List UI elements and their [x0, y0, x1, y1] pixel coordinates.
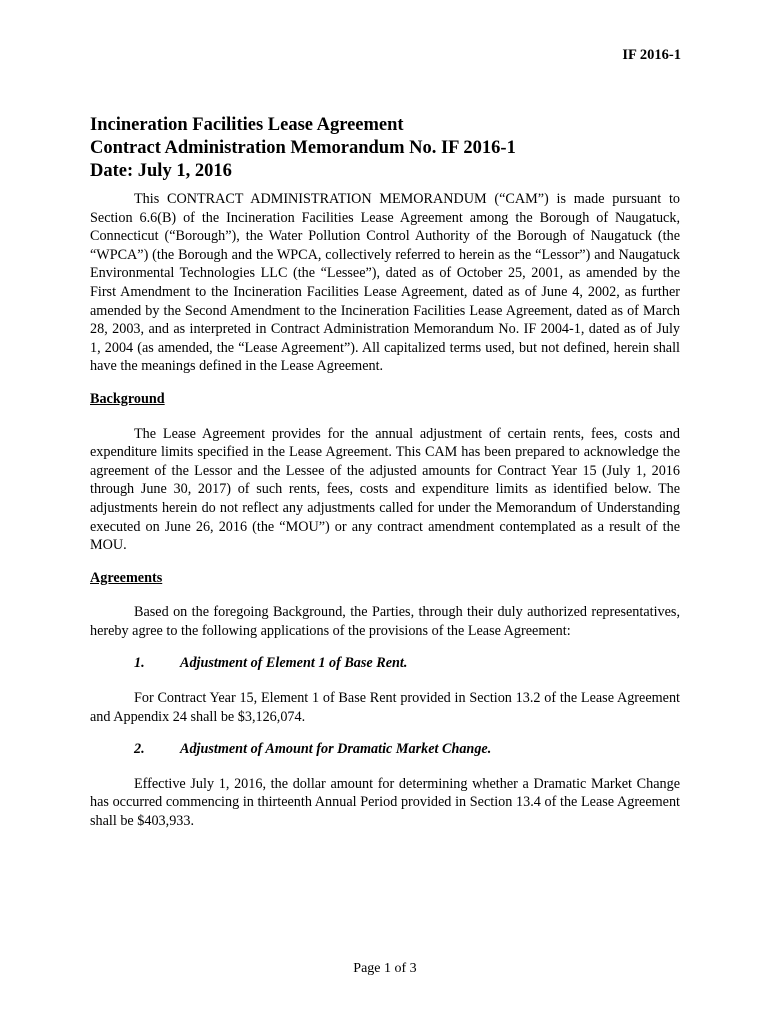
intro-paragraph: This CONTRACT ADMINISTRATION MEMORANDUM (“CAM”) is made pursuant to Section 6.6(B) of the Incineration Facilities Lease Agreement among the Borough of Naugatuck, Connecticut (“Borough”), the Water Pollution Control Authority of the Borough of Naugatuck (the “WPCA”) (the Borough and the WPCA, collectively referred to herein as the “Lessor”) and Naugatuck Environmental Technologies LLC (the “Lessee”), dated as of October 25, 2001, as amended by the First Amendment to the Incineration Facilities Lease Agreement, dated as of June 4, 2002, as further amended by the Second Amendment to the Incineration Facilities Lease Agreement, dated as of March 28, 2003, and as interpreted in Contract Administration Memorandum No. IF 2004-1, dated as of July 1, 2004 (as amended, the “Lease Agreement”). All capitalized terms used, but not defined, herein shall have the meanings defined in the Lease Agreement.	[90, 191, 680, 375]
agreement-item-2-number: 2.	[134, 741, 145, 758]
agreement-item-2-text: Effective July 1, 2016, the dollar amount for determining whether a Dramatic Market Change has occurred commencing in thirteenth Annual Period provided in Section 13.4 of the Lease Agreement shall be $403,933.	[90, 775, 680, 830]
background-heading: Background	[90, 390, 165, 407]
page-number: Page 1 of 3	[353, 961, 417, 976]
agreements-paragraph: Based on the foregoing Background, the Parties, through their duly authorized representatives, hereby agree to the following applications of the provisions of the Lease Agreement:	[90, 604, 680, 639]
title-line-agreement: Incineration Facilities Lease Agreement	[90, 115, 404, 135]
title-line-memorandum: Contract Administration Memorandum No. IF 2016-1	[90, 138, 516, 158]
agreement-item-1-number: 1.	[134, 655, 145, 672]
document-id: IF 2016-1	[622, 47, 681, 63]
agreements-heading: Agreements	[90, 569, 163, 586]
title-line-date: Date: July 1, 2016	[90, 161, 232, 181]
document-title	[90, 114, 690, 183]
agreement-item-2-title: Adjustment of Amount for Dramatic Market Change.	[180, 741, 492, 758]
agreement-item-1-heading	[90, 654, 680, 673]
agreement-item-1-title: Adjustment of Element 1 of Base Rent.	[180, 655, 408, 672]
background-paragraph: The Lease Agreement provides for the annual adjustment of certain rents, fees, costs and expenditure limits specified in the Lease Agreement. This CAM has been prepared to acknowledge the agreement of the Lessor and the Lessee of the adjusted amounts for Contract Year 15 (July 1, 2016 through June 30, 2017) of such rents, fees, costs and expenditure limits as identified below. The adjustments herein do not reflect any adjustments called for under the Memorandum of Understanding executed on June 26, 2016 (the “MOU”) or any contract amendment contemplated as a result of the MOU.	[90, 425, 680, 554]
agreement-item-2-heading	[90, 740, 680, 759]
document-body	[90, 190, 680, 845]
agreement-item-1-text: For Contract Year 15, Element 1 of Base Rent provided in Section 13.2 of the Lease Agreement and Appendix 24 shall be $3,126,074.	[90, 690, 680, 725]
